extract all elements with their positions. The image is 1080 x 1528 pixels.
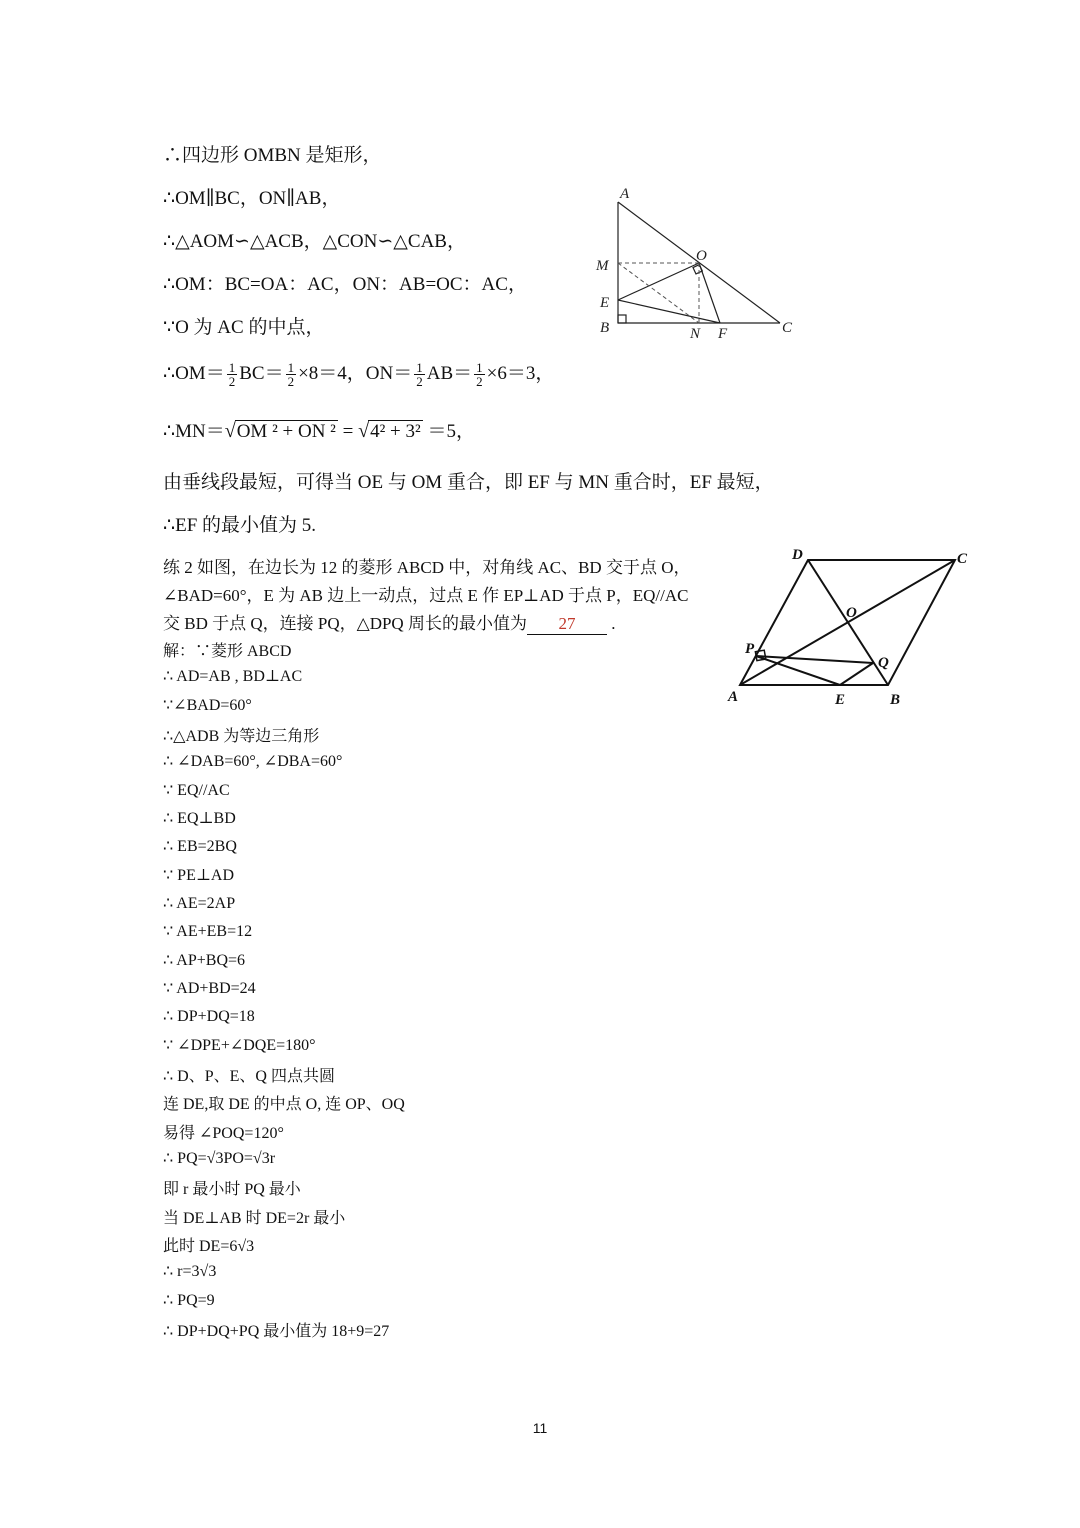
segment-of [699, 263, 720, 323]
text-fragment: ∴MN＝ [163, 421, 225, 442]
answer-blank: 27 [527, 614, 607, 635]
solution-line: ∴ EB=2BQ [163, 838, 237, 856]
point-label: F [718, 326, 728, 340]
solution-line: ∴ r=3√3 [163, 1263, 217, 1281]
solution-line: ∴ D、P、E、Q 四点共圆 [163, 1067, 335, 1085]
solution-line: ∴ DP+DQ=18 [163, 1008, 255, 1026]
solution-line: 解：∵菱形 ABCD [163, 643, 292, 660]
segment-mn-dashed [618, 263, 699, 323]
sqrt-content: 4² + 3² [370, 421, 421, 442]
point-label: M [596, 258, 609, 274]
problem-line: 练 2 如图，在边长为 12 的菱形 ABCD 中，对角线 AC、BD 交于点 O， [163, 558, 691, 577]
text-fragment: = [337, 421, 359, 442]
point-label: O [696, 248, 707, 264]
fraction [227, 361, 238, 388]
fraction-numerator: 1 [228, 360, 236, 376]
segment-eo [618, 263, 699, 300]
solution-line: ∵ AD+BD=24 [163, 979, 256, 997]
text-line: ∴△AOM∽△ACB，△CON∽△CAB， [163, 231, 466, 252]
diagonal-bd [808, 560, 888, 685]
point-label: C [782, 320, 793, 336]
sqrt-content: OM ² + ON ² [236, 421, 336, 442]
solution-line: ∵ PE⊥AD [163, 866, 235, 884]
solution-line: ∵ AE+EB=12 [163, 923, 253, 941]
segment-eq [840, 663, 873, 685]
solution-line: ∴ ∠DAB=60°, ∠DBA=60° [163, 753, 343, 771]
fraction-numerator: 1 [476, 360, 483, 376]
triangle-figure [590, 180, 800, 340]
solution-line: ∵ EQ//AC [163, 781, 230, 799]
solution-line: 即 r 最小时 PQ 最小 [163, 1181, 301, 1199]
problem-line: ∠BAD=60°，E 为 AB 边上一动点，过点 E 作 EP⊥AD 于点 P，EQ//AC [163, 586, 689, 605]
right-angle-mark [618, 315, 626, 323]
text-line: ∴四边形 OMBN 是矩形， [163, 145, 382, 166]
text-fragment: . [606, 614, 616, 633]
fraction [414, 361, 425, 388]
text-fragment: ＝5， [422, 421, 475, 442]
point-label: O [846, 605, 857, 621]
solution-line: 连 DE,取 DE 的中点 O, 连 OP、OQ [163, 1096, 405, 1114]
point-label: B [600, 320, 610, 336]
right-angle-mark [693, 265, 702, 274]
point-label: B [890, 692, 901, 708]
text-fragment: ×6＝3， [486, 363, 555, 384]
text-fragment: ×8＝4，ON＝ [298, 363, 413, 384]
text-fragment: AB＝ [426, 363, 473, 384]
point-label: Q [878, 655, 889, 671]
fraction-denominator: 2 [287, 374, 295, 390]
fraction-denominator: 2 [228, 374, 236, 390]
solution-line: ∴ AE=2AP [163, 894, 236, 912]
solution-line: ∴ AP+BQ=6 [163, 951, 246, 969]
solution-line: ∴ AD=AB , BD⊥AC [163, 668, 303, 686]
solution-line: ∴ DP+DQ+PQ 最小值为 18+9=27 [163, 1322, 390, 1340]
point-label: D [792, 547, 803, 563]
point-label: E [600, 295, 610, 311]
point-label: A [728, 689, 739, 705]
point-label: A [620, 186, 630, 202]
text-line: ∴EF 的最小值为 5. [163, 515, 317, 536]
fraction [474, 361, 485, 388]
text-line: ∴OM：BC=OA：AC，ON：AB=OC：AC， [163, 274, 527, 295]
solution-line: ∴△ADB 为等边三角形 [163, 727, 320, 745]
text-fragment: ∴OM＝ [163, 363, 225, 384]
fraction-denominator: 2 [416, 374, 423, 390]
fraction-denominator: 2 [476, 374, 483, 390]
sqrt-sign-icon: √ [358, 420, 370, 442]
page-number: 11 [532, 1420, 548, 1436]
solution-line: ∵ ∠DPE+∠DQE=180° [163, 1036, 316, 1054]
solution-line: ∴ EQ⊥BD [163, 809, 236, 827]
segment-ef [618, 300, 720, 323]
sqrt-sign-icon: √ [224, 420, 236, 442]
point-label: E [835, 692, 846, 708]
solution-line: ∵∠BAD=60° [163, 696, 252, 714]
point-label: C [957, 551, 968, 567]
solution-line: ∴ PQ=9 [163, 1291, 215, 1309]
text-line: ∵O 为 AC 的中点， [163, 317, 325, 338]
formula-line [163, 416, 475, 443]
fraction-numerator: 1 [287, 360, 295, 376]
formula-line [163, 358, 554, 388]
text-line: 由垂线段最短，可得当 OE 与 OM 重合，即 EF 与 MN 重合时，EF 最短， [163, 472, 774, 493]
point-label: P [745, 641, 755, 657]
text-fragment: 交 BD 于点 Q，连接 PQ，△DPQ 周长的最小值为 [163, 614, 527, 633]
solution-line: ∴ PQ=√3PO=√3r [163, 1149, 276, 1167]
rhombus-figure [720, 545, 975, 710]
problem-line [163, 609, 615, 635]
solution-line: 易得 ∠POQ=120° [163, 1124, 284, 1142]
solution-line: 当 DE⊥AB 时 DE=2r 最小 [163, 1209, 346, 1227]
fraction-numerator: 1 [416, 360, 423, 376]
text-line: ∴OM∥BC，ON∥AB， [163, 188, 341, 209]
solution-line: 此时 DE=6√3 [163, 1237, 255, 1255]
fraction [286, 361, 297, 388]
point-label: N [690, 326, 701, 340]
text-fragment: BC＝ [239, 363, 284, 384]
